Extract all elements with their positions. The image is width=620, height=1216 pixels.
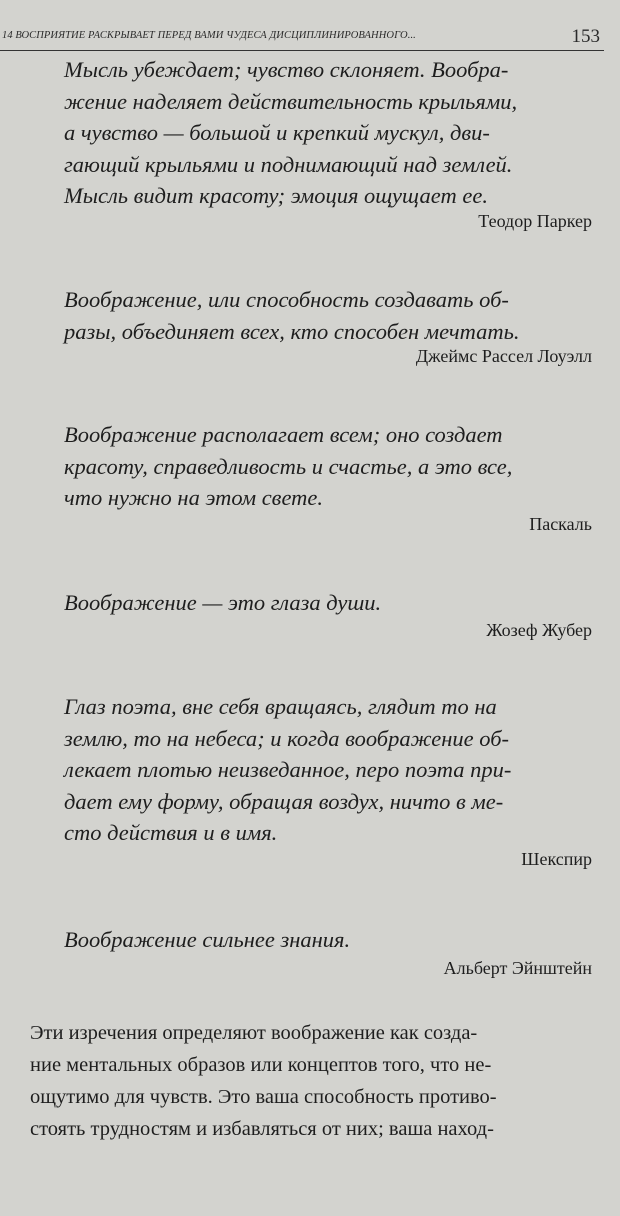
quote-block — [64, 419, 592, 514]
quote-text: Глаз поэта, вне себя вращаясь, глядит то на землю, то на небеса; и когда воображение об- лекает плотью неизведанное, перо поэта при- дает ему форму, обращая воздух, ничто в ме- сто действия и в имя. — [64, 694, 512, 845]
quote-text: Воображение располагает всем; оно создает красоту, справедливость и счастье, а это все, что нужно на этом свете. — [64, 422, 513, 510]
quote-block — [64, 587, 592, 619]
quote-block — [64, 54, 592, 212]
quote-author: Жозеф Жубер — [486, 620, 592, 640]
quote-author: Джеймс Рассел Лоуэлл — [415, 346, 592, 366]
quote-author: Шекспир — [521, 849, 592, 869]
quote-text: Воображение сильнее знания. — [64, 927, 351, 952]
running-header — [0, 26, 604, 51]
quote-block — [64, 284, 592, 347]
quote-text: Воображение — это глаза души. — [64, 590, 382, 615]
quote-author: Теодор Паркер — [478, 211, 592, 231]
body-paragraph: Эти изречения определяют воображение как созда- ние ментальных образов или концептов того, что не- ощутимо для чувств. Это ваша способность противо- стоять трудностям и избавляться от них; ваша наход- — [30, 1022, 497, 1140]
quote-author: Альберт Эйнштейн — [443, 958, 592, 978]
quote-block — [64, 691, 592, 849]
quote-text: Мысль убеждает; чувство склоняет. Вообра- жение наделяет действительность крыльями, а чувство — большой и крепкий мускул, дви- гающий крыльями и поднимающий над землей. Мысль видит красоту; эмоция ощущает ее. — [64, 57, 518, 208]
quote-block — [64, 924, 592, 956]
page-number: 153 — [571, 26, 600, 47]
quote-author: Паскаль — [529, 514, 592, 534]
running-header-title: 14 ВОСПРИЯТИЕ РАСКРЫВАЕТ ПЕРЕД ВАМИ ЧУДЕСА ДИСЦИПЛИНИРОВАННОГО... — [2, 30, 416, 41]
quote-text: Воображение, или способность создавать об- разы, объединяет всех, кто способен мечтать. — [64, 287, 520, 344]
